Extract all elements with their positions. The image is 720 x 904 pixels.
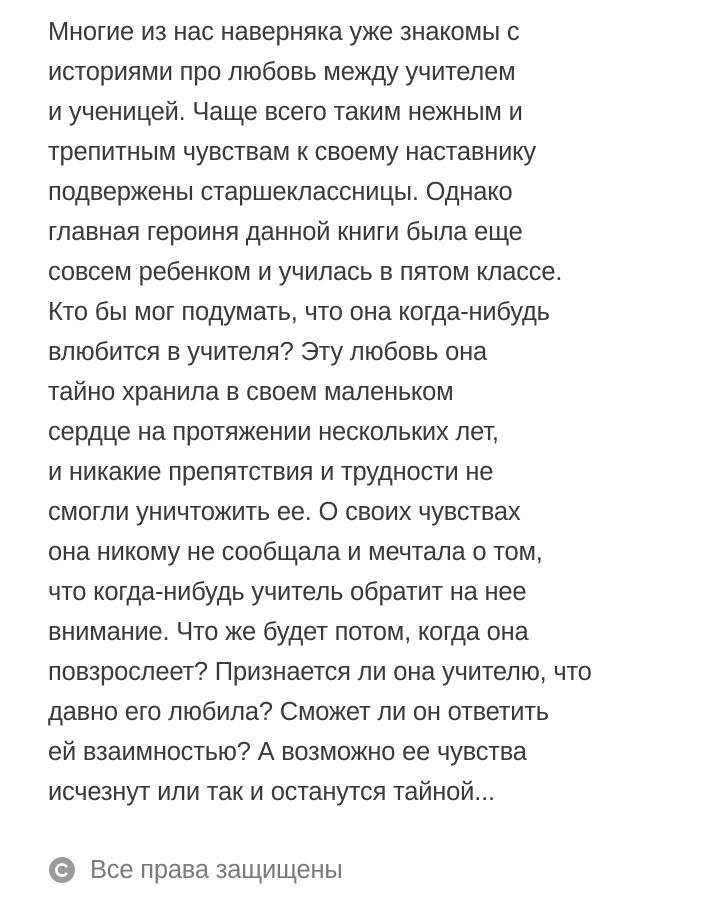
description-line: главная героиня данной книги была еще (48, 218, 523, 246)
description-line: Кто бы мог подумать, что она когда-нибудь (48, 298, 550, 326)
description-line: историями про любовь между учителем (48, 58, 516, 86)
description-line: внимание. Что же будет потом, когда она (48, 618, 529, 646)
description-line: совсем ребенком и училась в пятом классе. (48, 258, 563, 286)
description-line: трепитным чувствам к своему наставнику (48, 138, 536, 166)
description-line: ей взаимностью? А возможно ее чувства (48, 738, 527, 766)
description-line: влюбится в учителя? Эту любовь она (48, 338, 487, 366)
description-line: давно его любила? Сможет ли он ответить (48, 698, 549, 726)
description-line: она никому не сообщала и мечтала о том, (48, 538, 543, 566)
copyright-icon (48, 856, 76, 884)
description-line: Многие из нас наверняка уже знакомы с (48, 18, 520, 46)
description-line: исчезнут или так и останутся тайной... (48, 778, 495, 806)
description-line: и ученицей. Чаще всего таким нежным и (48, 98, 523, 126)
book-description (48, 12, 708, 812)
description-line: и никакие препятствия и трудности не (48, 458, 494, 486)
description-line: сердце на протяжении нескольких лет, (48, 418, 499, 446)
description-line: подвержены старшеклассницы. Однако (48, 178, 513, 206)
description-line: тайно хранила в своем маленьком (48, 378, 454, 406)
description-line: что когда-нибудь учитель обратит на нее (48, 578, 527, 606)
copyright-notice (48, 850, 343, 890)
description-line: смогли уничтожить ее. О своих чувствах (48, 498, 521, 526)
description-line: повзрослеет? Признается ли она учителю, что (48, 658, 592, 686)
copyright-text: Все права защищены (90, 856, 343, 884)
